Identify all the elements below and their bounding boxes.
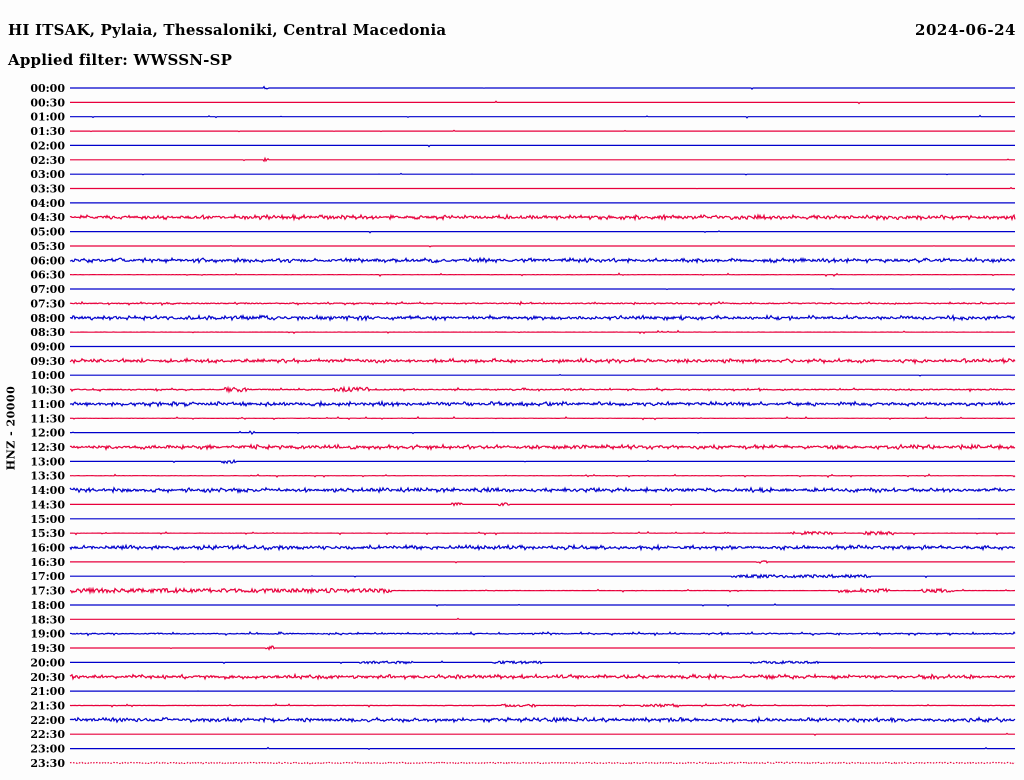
trace-time-label: 07:00 (30, 283, 65, 296)
seismic-trace-2100 (70, 691, 1015, 692)
seismic-trace-1230 (70, 445, 1015, 449)
seismic-trace-2130 (70, 704, 1015, 707)
seismic-trace-0000 (70, 87, 1015, 90)
trace-time-label: 04:30 (30, 211, 65, 225)
trace-time-label: 04:00 (30, 196, 65, 210)
seismic-trace-1900 (70, 632, 1015, 635)
trace-time-label: 05:30 (30, 240, 65, 253)
trace-time-label: 23:00 (30, 742, 65, 756)
trace-time-label: 02:00 (30, 139, 65, 153)
trace-time-label: 12:00 (30, 426, 65, 440)
trace-time-label: 23:30 (30, 756, 65, 770)
trace-time-label: 22:30 (30, 728, 65, 742)
seismic-trace-1530 (70, 532, 1015, 535)
trace-time-label: 20:30 (30, 670, 65, 684)
trace-time-label: 18:30 (30, 613, 65, 627)
trace-time-label: 00:30 (30, 96, 65, 110)
trace-time-label: 06:30 (30, 268, 65, 282)
seismic-trace-0700 (70, 289, 1015, 291)
trace-time-label: 14:00 (30, 484, 65, 498)
seismic-trace-1030 (70, 387, 1015, 391)
seismic-trace-0230 (70, 158, 1015, 161)
seismic-trace-0130 (70, 130, 1015, 131)
seismic-trace-1400 (70, 488, 1015, 492)
seismic-trace-0430 (70, 215, 1015, 219)
seismic-trace-0600 (70, 258, 1015, 262)
trace-time-label: 14:30 (30, 498, 65, 512)
seismic-trace-0630 (70, 273, 1015, 276)
seismic-trace-0500 (70, 231, 1015, 233)
seismic-trace-1830 (70, 618, 1015, 619)
seismic-trace-0730 (70, 302, 1015, 305)
trace-time-label: 15:30 (30, 527, 65, 541)
seismic-trace-0300 (70, 174, 1015, 175)
seismic-trace-1300 (70, 460, 1015, 463)
trace-time-label: 10:30 (30, 383, 65, 397)
trace-time-label: 09:30 (30, 354, 65, 368)
trace-time-label: 12:30 (30, 441, 65, 454)
trace-time-label: 17:00 (30, 570, 65, 584)
filter-label: Applied filter: WWSSN-SP (8, 51, 233, 69)
trace-time-label: 18:00 (30, 599, 65, 612)
seismic-trace-2030 (70, 675, 1015, 679)
seismic-trace-1330 (70, 474, 1015, 477)
station-title: HI ITSAK, Pylaia, Thessaloniki, Central Macedonia (8, 21, 447, 39)
seismic-trace-2200 (70, 718, 1015, 722)
seismic-trace-2330 (70, 762, 1015, 764)
trace-time-label: 19:00 (30, 627, 65, 641)
trace-time-label: 11:00 (30, 397, 65, 411)
seismic-trace-0330 (70, 188, 1015, 189)
trace-time-label: 03:30 (30, 182, 65, 196)
trace-time-label: 16:30 (30, 555, 65, 569)
trace-time-label: 05:00 (30, 225, 65, 239)
trace-time-label: 16:00 (30, 541, 65, 555)
trace-time-label: 21:30 (30, 699, 65, 713)
seismic-trace-0830 (70, 331, 1015, 334)
trace-time-label: 19:30 (30, 642, 65, 655)
trace-time-label: 17:30 (30, 584, 65, 598)
trace-time-label: 00:00 (30, 82, 65, 95)
seismic-trace-1730 (70, 589, 1015, 593)
trace-time-label: 01:00 (30, 110, 65, 124)
trace-time-label: 09:00 (30, 340, 65, 354)
seismic-trace-1930 (70, 646, 1015, 649)
trace-time-label: 15:00 (30, 512, 65, 526)
trace-time-label: 10:00 (30, 369, 65, 383)
seismic-trace-0030 (70, 101, 1015, 103)
trace-time-label: 07:30 (30, 297, 65, 311)
seismic-trace-1000 (70, 375, 1015, 376)
trace-time-label: 08:00 (30, 311, 65, 325)
trace-time-label: 13:00 (30, 455, 65, 469)
date-label: 2024-06-24 (915, 21, 1016, 39)
trace-time-label: 21:00 (30, 685, 65, 699)
trace-time-label: 20:00 (30, 656, 65, 670)
trace-time-label: 02:30 (30, 153, 65, 167)
seismic-trace-0930 (70, 359, 1015, 363)
seismic-trace-0200 (70, 145, 1015, 146)
seismic-trace-2000 (70, 661, 1015, 663)
trace-time-label: 06:00 (30, 254, 65, 268)
trace-time-label: 08:30 (30, 326, 65, 340)
channel-axis-label: HNZ - 20000 (4, 385, 18, 471)
seismic-trace-0100 (70, 116, 1015, 118)
seismic-trace-1600 (70, 545, 1015, 549)
seismic-trace-2300 (70, 748, 1015, 750)
seismic-trace-1100 (70, 402, 1015, 406)
seismic-trace-1130 (70, 417, 1015, 420)
seismic-trace-1430 (70, 503, 1015, 506)
seismic-trace-0800 (70, 316, 1015, 320)
trace-time-label: 01:30 (30, 125, 65, 139)
seismic-trace-2230 (70, 733, 1015, 735)
seismic-trace-1800 (70, 604, 1015, 606)
seismic-trace-0530 (70, 246, 1015, 247)
seismic-trace-1700 (70, 575, 1015, 578)
trace-time-label: 11:30 (30, 412, 65, 426)
trace-time-label: 03:00 (30, 168, 65, 182)
seismic-trace-1200 (70, 431, 1015, 434)
trace-time-label: 22:00 (30, 713, 65, 727)
seismic-trace-1630 (70, 561, 1015, 563)
trace-time-label: 13:30 (30, 469, 65, 483)
